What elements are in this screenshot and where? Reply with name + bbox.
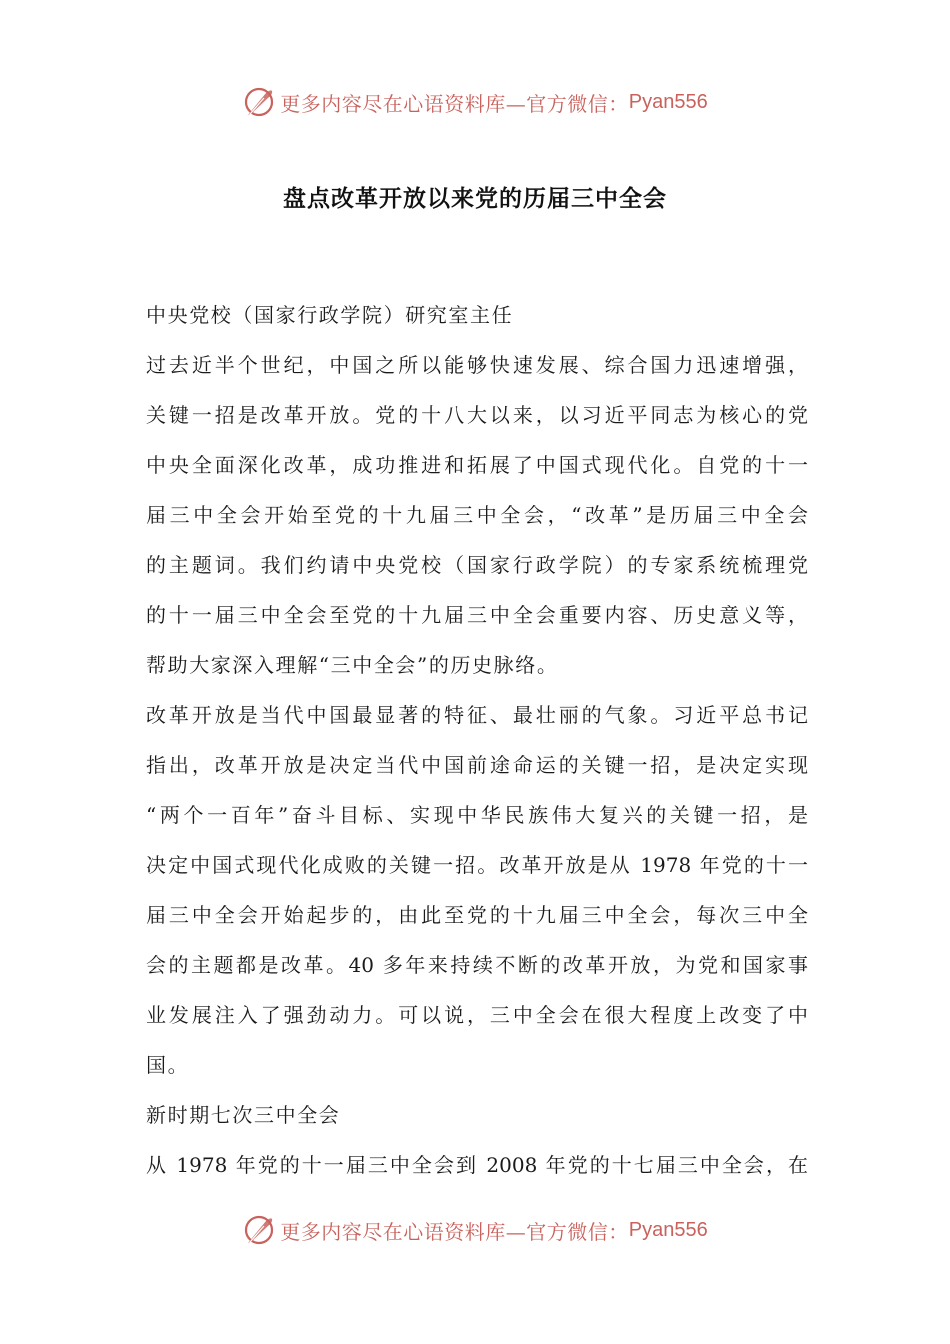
- document-title: 盘点改革开放以来党的历届三中全会: [283, 186, 667, 212]
- footer-watermark: [0, 1210, 950, 1250]
- text-line: 届三中全会开始起步的，由此至党的十九届三中全会，每次三中全: [146, 903, 808, 927]
- section-heading: 新时期七次三中全会: [146, 1103, 341, 1127]
- text-line: 指出，改革开放是决定当代中国前途命运的关键一招，是决定实现: [146, 753, 808, 777]
- text-line: 关键一招是改革开放。党的十八大以来，以习近平同志为核心的党: [146, 403, 808, 427]
- quill-logo-icon: [242, 85, 276, 119]
- text-line: 改革开放是当代中国最显著的特征、最壮丽的气象。习近平总书记: [146, 703, 808, 727]
- watermark-text: 更多内容尽在心语资料库—官方微信：: [280, 1219, 629, 1244]
- text-line: 的十一届三中全会至党的十九届三中全会重要内容、历史意义等，: [146, 603, 808, 627]
- watermark-text: 更多内容尽在心语资料库—官方微信：: [280, 91, 629, 116]
- text-line: 业发展注入了强劲动力。可以说，三中全会在很大程度上改变了中: [146, 1003, 808, 1027]
- text-line: 届三中全会开始至党的十九届三中全会，“改革”是历届三中全会: [146, 503, 808, 527]
- quill-logo-icon: [242, 1213, 276, 1247]
- text-line: 从 1978 年党的十一届三中全会到 2008 年党的十七届三中全会，在: [146, 1153, 808, 1177]
- watermark-handle: Pyan556: [628, 90, 708, 113]
- text-line: 会的主题都是改革。40 多年来持续不断的改革开放，为党和国家事: [146, 953, 808, 977]
- header-watermark: [0, 82, 950, 122]
- text-line: 中央党校（国家行政学院）研究室主任: [146, 303, 514, 327]
- document-body: [146, 290, 808, 1190]
- text-line: 中央全面深化改革，成功推进和拓展了中国式现代化。自党的十一: [146, 453, 808, 477]
- text-line: 国。: [146, 1053, 190, 1077]
- text-line: 过去近半个世纪，中国之所以能够快速发展、综合国力迅速增强，: [146, 353, 808, 377]
- text-line: 决定中国式现代化成败的关键一招。改革开放是从 1978 年党的十一: [146, 853, 808, 877]
- text-line: 帮助大家深入理解“三中全会”的历史脉络。: [146, 653, 559, 677]
- text-line: 的主题词。我们约请中央党校（国家行政学院）的专家系统梳理党: [146, 553, 808, 577]
- watermark-handle: Pyan556: [628, 1218, 708, 1241]
- text-line: “两个一百年”奋斗目标、实现中华民族伟大复兴的关键一招，是: [146, 803, 808, 827]
